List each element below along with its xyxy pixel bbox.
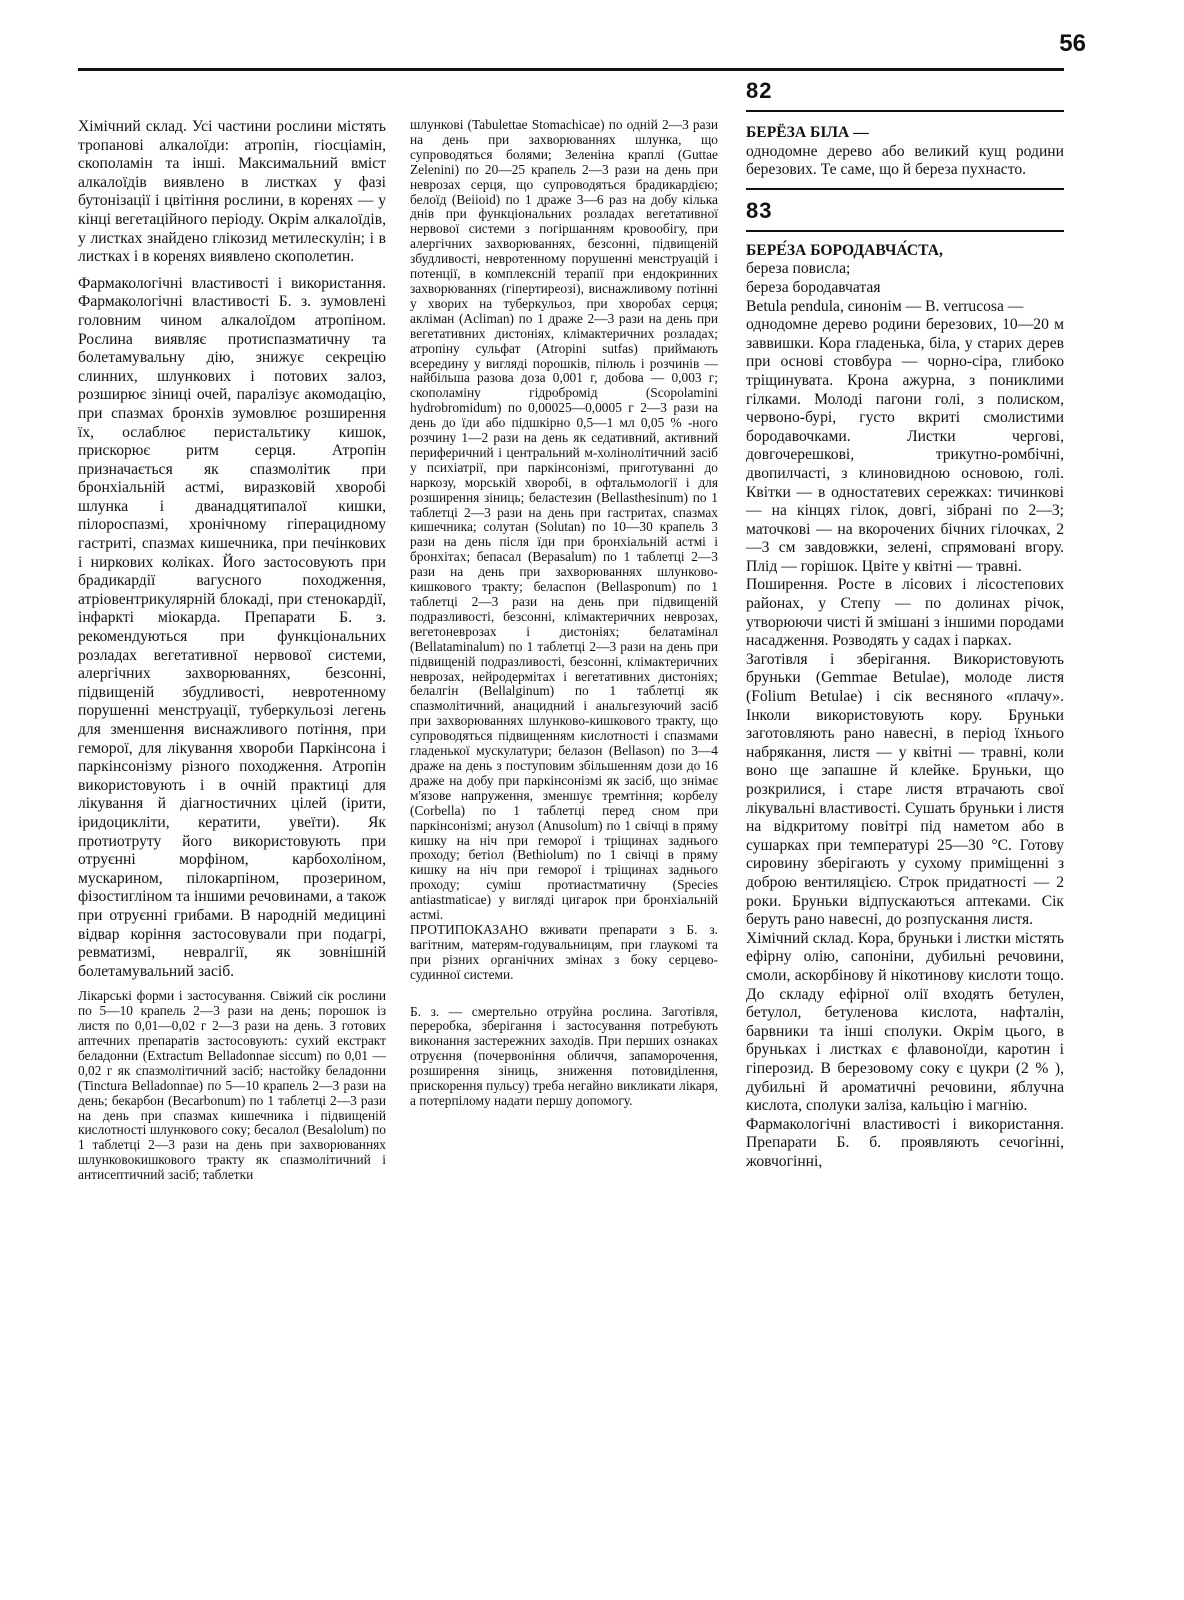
description-paragraph: однодомне дерево родини березових, 10—20 м заввишки. Кора гладенька, біла, у старих дерев при основі стовбура — чорно-сіра, глибоко тріщинувата. Крона ажурна, з пониклими гілками. Молоді пагони голі, з полиском, червоно-бурі, густо вкриті смолистими бородавочками. Листки чергові, довгочерешкові, трикутно-ромбічні, двопилчасті, з клиновидною основою, голі. Квітки — в одностатевих сережках: тичинкові — на кінцях гілок, довгі, зібрані по 2—3; маточкові — на вкорочених бічних гілочках, 2—3 см завдовжки, зелені, спрямовані вгору. Плід — горішок. Цвіте у квітні — травні.: [746, 316, 1064, 575]
headword-82: БЕРЁЗА БІЛА —: [746, 124, 869, 141]
synonym: береза бородавчатая: [746, 278, 881, 296]
chem-paragraph: Хімічний склад. Кора, бруньки і листки містять ефірну олію, сапоніни, дубильні речовини, смоли, аскорбінову й нікотинову кислоти тощо. До складу ефірної олії входять бетулен, бетулол, бетуленова кислота, нафталін, барвники та інші сполуки. Окрім цього, в бруньках і листках є флавоноїди, каротин і гіперозид. В березовому соку є цукри (2 % ), дубильні й ароматичні речовини, яблучна кислота, сполуки заліза, кальцію і магнію.: [746, 929, 1064, 1115]
spread-paragraph: Поширення. Росте в лісових і лісостепових районах, у Степу — по долинах річок, утворюючи чисті й змішані з іншими породами насадження. Розводять у садах і парках.: [746, 576, 1064, 650]
entry-rule: [746, 110, 1064, 112]
pharm-paragraph: Фармакологічні властивості і використання. Фармакологічні властивості Б. з. зумовлені головним чином алкалоїдом атропіном. Рослина виявляє протиспазматичну та болетамувальну дію, знижує секрецію слинних, шлункових і потових залоз, розширює зіниці очей, паралізує акомодацію, при спазмах бронхів зумовлює розширення їх, ослаблює перистальтику кишок, прискорює ритм серця. Атропін призначається як спазмолітик при бронхіальній астмі, виразковій хворобі шлунка і дванадцятипалої кишки, пілороспазмі, хронічному гіперацидному гастриті, спазмах кишечника, при печінкових і ниркових коліках. Його застосовують при брадикардії вагусного походження, атріовентрикулярній блокаді, при стенокардії, інфаркті міокарда. Препарати Б. з. рекомендуються при функціональних розладах вегетативної нервової системи, алергічних захворюваннях, безсонні, підвищеній збудливості, невротенному порушенні менструації, туберкульозі легень для зменшення виснажливого потіння, при геморої, для лікування хвороби Паркінсона і паркінсонізму різного походження. Атропін використовують і в очній практиці для лікування й діагностичних цілей (ірити, іридоцикліти, кератити, увеїти). Як протиотруту його використовують при отруєнні морфіном, карбохоліном, мускарином, пілокарпіном, прозерином, фізостигліном та іншими речовинами, а також при отруєнні грибами. В народній медицині відвар коріння застосовували при подагрі, ревматизмі, невралгії, як зовнішній болетамувальний засіб.: [78, 274, 386, 980]
entry-rule: [746, 230, 1064, 232]
page-number: 56: [1059, 30, 1086, 57]
contraindication-paragraph: ПРОТИПОКАЗАНО вживати препарати з Б. з. вагітним, матерям-годувальницям, при глаукомі та при різних органічних змінах з боку серцево-судинної системи.: [410, 921, 718, 982]
toxicity-paragraph: Б. з. — смертельно отруйна рослина. Заготівля, переробка, зберігання і застосування потребують виконання застережних заходів. При перших ознаках отруєння (почервоніння обличчя, запаморочення, розширення зіниць, зниження потовиділення, прискорення пульсу) треба негайно викликати лікаря, а потерпілому надати першу допомогу.: [410, 1003, 718, 1108]
synonym: береза повисла;: [746, 260, 851, 278]
entry-82-text: однодомне дерево або великий кущ родини березових. Те саме, що й береза пухнасто.: [746, 142, 1064, 179]
column-1: [78, 118, 386, 1183]
entry-number-82: 82: [746, 78, 773, 103]
pharm-paragraph: Фармакологічні властивості і використання. Препарати Б. б. проявляють сечогінні, жовчогінні,: [746, 1115, 1064, 1170]
harvest-paragraph: Заготівля і зберігання. Використовують бруньки (Gemmae Betulae), молоде листя (Folium Betulae) і сік весняного «плачу». Інколи використовують кору. Бруньки заготовляють рано навесні, в період їхнього набрякання, листя — у квітні — травні, коли воно ще запашне й клейке. Бруньки, що розкрилися, і старе листя втрачають свої лікувальні властивості. Сушать бруньки і листя на відкритому повітрі під наметом або в сушарках при температурі 25—30 °С. Готову сировину зберігають у сухому приміщенні з доброю вентиляцією. Строк придатності — 2 роки. Бруньки відпускаються аптеками. Сік беруть рано навесні, до розпускання листя.: [746, 650, 1064, 929]
chem-paragraph: Хімічний склад. Усі частини рослини містять тропанові алкалоїди: атропін, гіосціамін, скополамін та інші. Максимальний вміст алкалоїдів виявлено в листках у фазі бутонізації і цвітіння рослини, в коренях — у кінці вегетаційного періоду. Окрім алкалоїдів, у листках знайдено глікозид метилескулін; і в листках і в коренях виявлено скополетин.: [78, 118, 386, 266]
entry-number-83: 83: [746, 197, 773, 223]
entry-rule: [746, 188, 1064, 190]
latin-name: Betula pendula, синонім — B. verrucosa —: [746, 297, 1024, 315]
column-3: [746, 78, 1064, 1171]
headword-83: БЕРЕ́ЗА БОРОДАВЧА́СТА,: [746, 241, 943, 259]
preparations-paragraph: шлункові (Tabulettae Stomachicae) по одній 2—3 рази на день при захворюваннях шлунка, що супроводяться болями; Зеленіна краплі (Guttae Zelenini) по 20—25 крапель 2—3 рази на день при неврозах серця, що супроводяться брадикардією; белоїд (Beiioid) по 1 драже 3—6 раз на добу кілька днів при функціональних розладах вегетативної нервової системи з погіршанням кровообігу, при алергічних захворюваннях, безсонні, підвищеній збудливості, невротенному порушенні менструацій і потенції, в комплексній терапії при ендокринних захворюваннях (гіпертиреозі), виснажливому потінні у хворих на туберкульоз, при хворобах серця; акліман (Acliman) по 1 драже 2—3 рази на день при вегетативних дистоніях, клімактеричних розладах; атропіну сульфат (Atropini sutfas) приймають всередину у вигляді порошків, пілюль і розчинів — найбільша разова доза 0,001 г, добова — 0,003 г; скополаміну гідробромід (Scopolamini hydrobromidum) по 0,00025—0,0005 г 2—3 рази на день до їди або підшкірно 0,5—1 мл 0,05 % -ного розчину 1—2 рази на день як седативний, активний периферичний і центральний м-холінолітичний засіб у психіатрії, при паркінсонізмі, приготуванні до наркозу, морській хворобі, в офтальмології і для розширення зіниць; беластезин (Bellasthesinum) по 1 таблетці 2—3 рази на день при гастритах, спазмах кишечника; солутан (Solutan) по 10—30 крапель 3 рази на день після їди при бронхіальній астмі і бронхітах; бепасал (Bepasalum) по 1 таблетці 2—3 рази на день при захворюваннях шлунково-кишкового тракту; беласпон (Bellasponum) по 1 таблетці 2—3 рази на день при підвищеній подразливості, безсонні, клімактеричних неврозах, вегетоневрозах і дистоніях; белатамінал (Bellataminalum) по 1 таблетці 2—3 рази на день при підвищеній подразливості, безсонні, клімактеричних неврозах, нейродермітах і вегетативних дистоніях; белалгін (Bellalginum) по 1 таблетці як спазмолітичний, анацидний і анальгезуючий засіб при захворюваннях шлунково-кишкового тракту, що супроводяться підвищенням кислотності і спазмами гладенької мускулатури; белазон (Bellason) по 3—4 драже на день з поступовим збільшенням дози до 16 драже на добу при паркінсонізмі як засіб, що знімає м'язове напруження, зменшує тремтіння; корбелу (Corbella) по 1 таблетці перед сном при паркінсонізмі; анузол (Anusolum) по 1 свічці в пряму кишку на ніч при геморої і тріщинах заднього проходу; бетіол (Bethiolum) по 1 свічці в пряму кишку на ніч при геморої і тріщинах заднього проходу; суміш протиастматичну (Species antiastmaticae) у вигляді цигарок при бронхіальній астмі.: [410, 117, 718, 923]
top-rule: [78, 68, 1064, 71]
column-2: [410, 118, 718, 1109]
forms-paragraph: Лікарські форми і застосування. Свіжий сік рослини по 5—10 крапель 2—3 рази на день; порошок із листя по 0,01—0,02 г 2—3 рази на день. З готових аптечних препаратів застосовують: сухий екстракт беладонни (Extractum Belladonnae siccum) по 0,01 — 0,02 г як спазмолітичний засіб; настойку беладонни (Tinctura Belladonnae) по 5—10 крапель 2—3 рази на день; бекарбон (Becarbonum) по 1 таблетці 2—3 рази на день при спазмах кишечника і підвищеній кислотності шлункового соку; бесалол (Besalolum) по 1 таблетці 2—3 рази на день при захворюваннях шлунковокишкового тракту як спазмолітичний і антисептичний засіб; таблетки: [78, 988, 386, 1183]
